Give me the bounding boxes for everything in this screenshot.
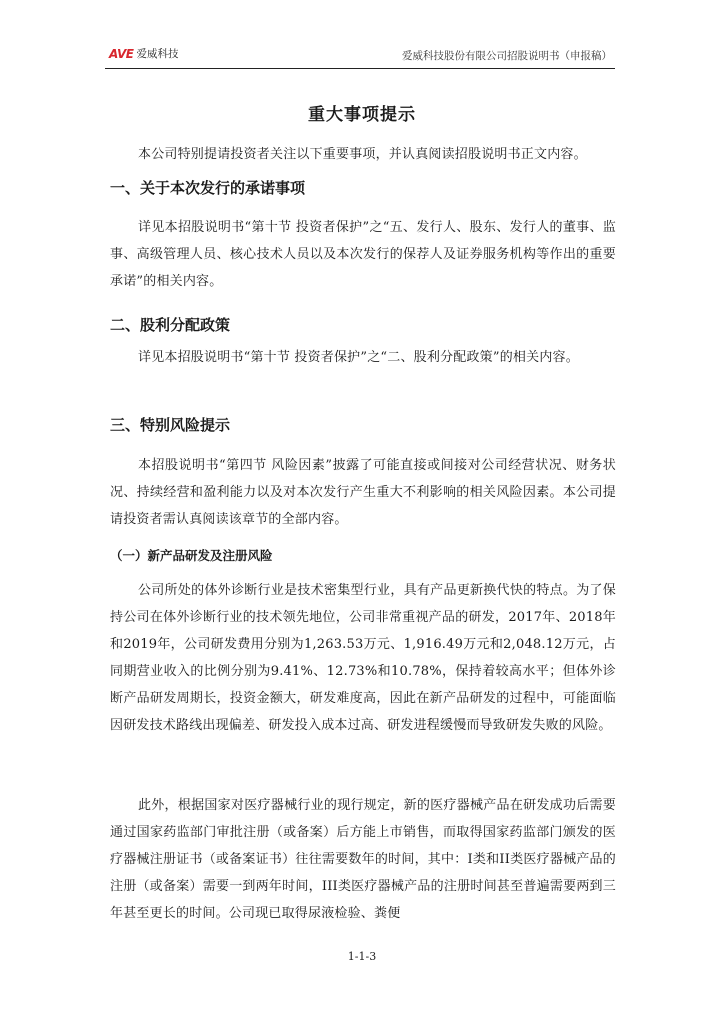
section-paragraph-3: 本招股说明书“第四节 风险因素”披露了可能直接或间接对公司经营状况、财务状况、持续经营和盈利能力以及对本次发行产生重大不利影响的相关风险因素。本公司提请投资者需认真阅读该章节的全部内容。 — [110, 458, 616, 527]
subsection-heading: （一）新产品研发及注册风险 — [110, 548, 273, 563]
section-paragraph-1: 详见本招股说明书“第十节 投资者保护”之“五、发行人、股东、发行人的董事、监事、高级管理人员、核心技术人员以及本次发行的保荐人及证券服务机构等作出的重要承诺”的相关内容。 — [110, 220, 616, 289]
intro-paragraph: 本公司特别提请投资者关注以下重要事项，并认真阅读招股说明书正文内容。 — [138, 147, 587, 162]
subsection-paragraph-2: 此外，根据国家对医疗器械行业的现行规定，新的医疗器械产品在研发成功后需要通过国家药监部门审批注册（或备案）后方能上市销售，而取得国家药监部门颁发的医疗器械注册证书（或备案证书）往往需要数年的时间，其中：I类和II类医疗器械产品的注册（或备案）需要一到两年时间，III类医疗器械产品的注册时间甚至普遍需要两到三年甚至更长的时间。公司现已取得尿液检验、粪便 — [110, 798, 616, 921]
page-header — [105, 42, 615, 69]
page-title: 重大事项提示 — [308, 105, 416, 125]
logo-mark: AVE — [109, 46, 134, 61]
logo-name: 爱威科技 — [136, 48, 179, 60]
document-title: 爱威科技股份有限公司招股说明书（申报稿） — [402, 50, 612, 62]
section-heading-1: 一、关于本次发行的承诺事项 — [110, 179, 306, 197]
section-paragraph-2: 详见本招股说明书“第十节 投资者保护”之“二、股利分配政策”的相关内容。 — [138, 350, 579, 365]
section-heading-3: 三、特别风险提示 — [110, 416, 231, 434]
section-heading-2: 二、股利分配政策 — [110, 316, 231, 334]
page-number: 1-1-3 — [347, 950, 377, 963]
company-logo — [109, 46, 178, 61]
subsection-paragraph-1: 公司所处的体外诊断行业是技术密集型行业，具有产品更新换代快的特点。为了保持公司在体外诊断行业的技术领先地位，公司非常重视产品的研发，2017年、2018年和2019年，公司研发费用分别为1,263.53万元、1,916.49万元和2,048.12万元，占同期营业收入的比例分别为9.41%、12.73%和10.78%，保持着较高水平；但体外诊断产品研发周期长，投资金额大，研发难度高，因此在新产品研发的过程中，可能面临因研发技术路线出现偏差、研发投入成本过高、研发进程缓慢而导致研发失败的风险。 — [110, 583, 616, 733]
